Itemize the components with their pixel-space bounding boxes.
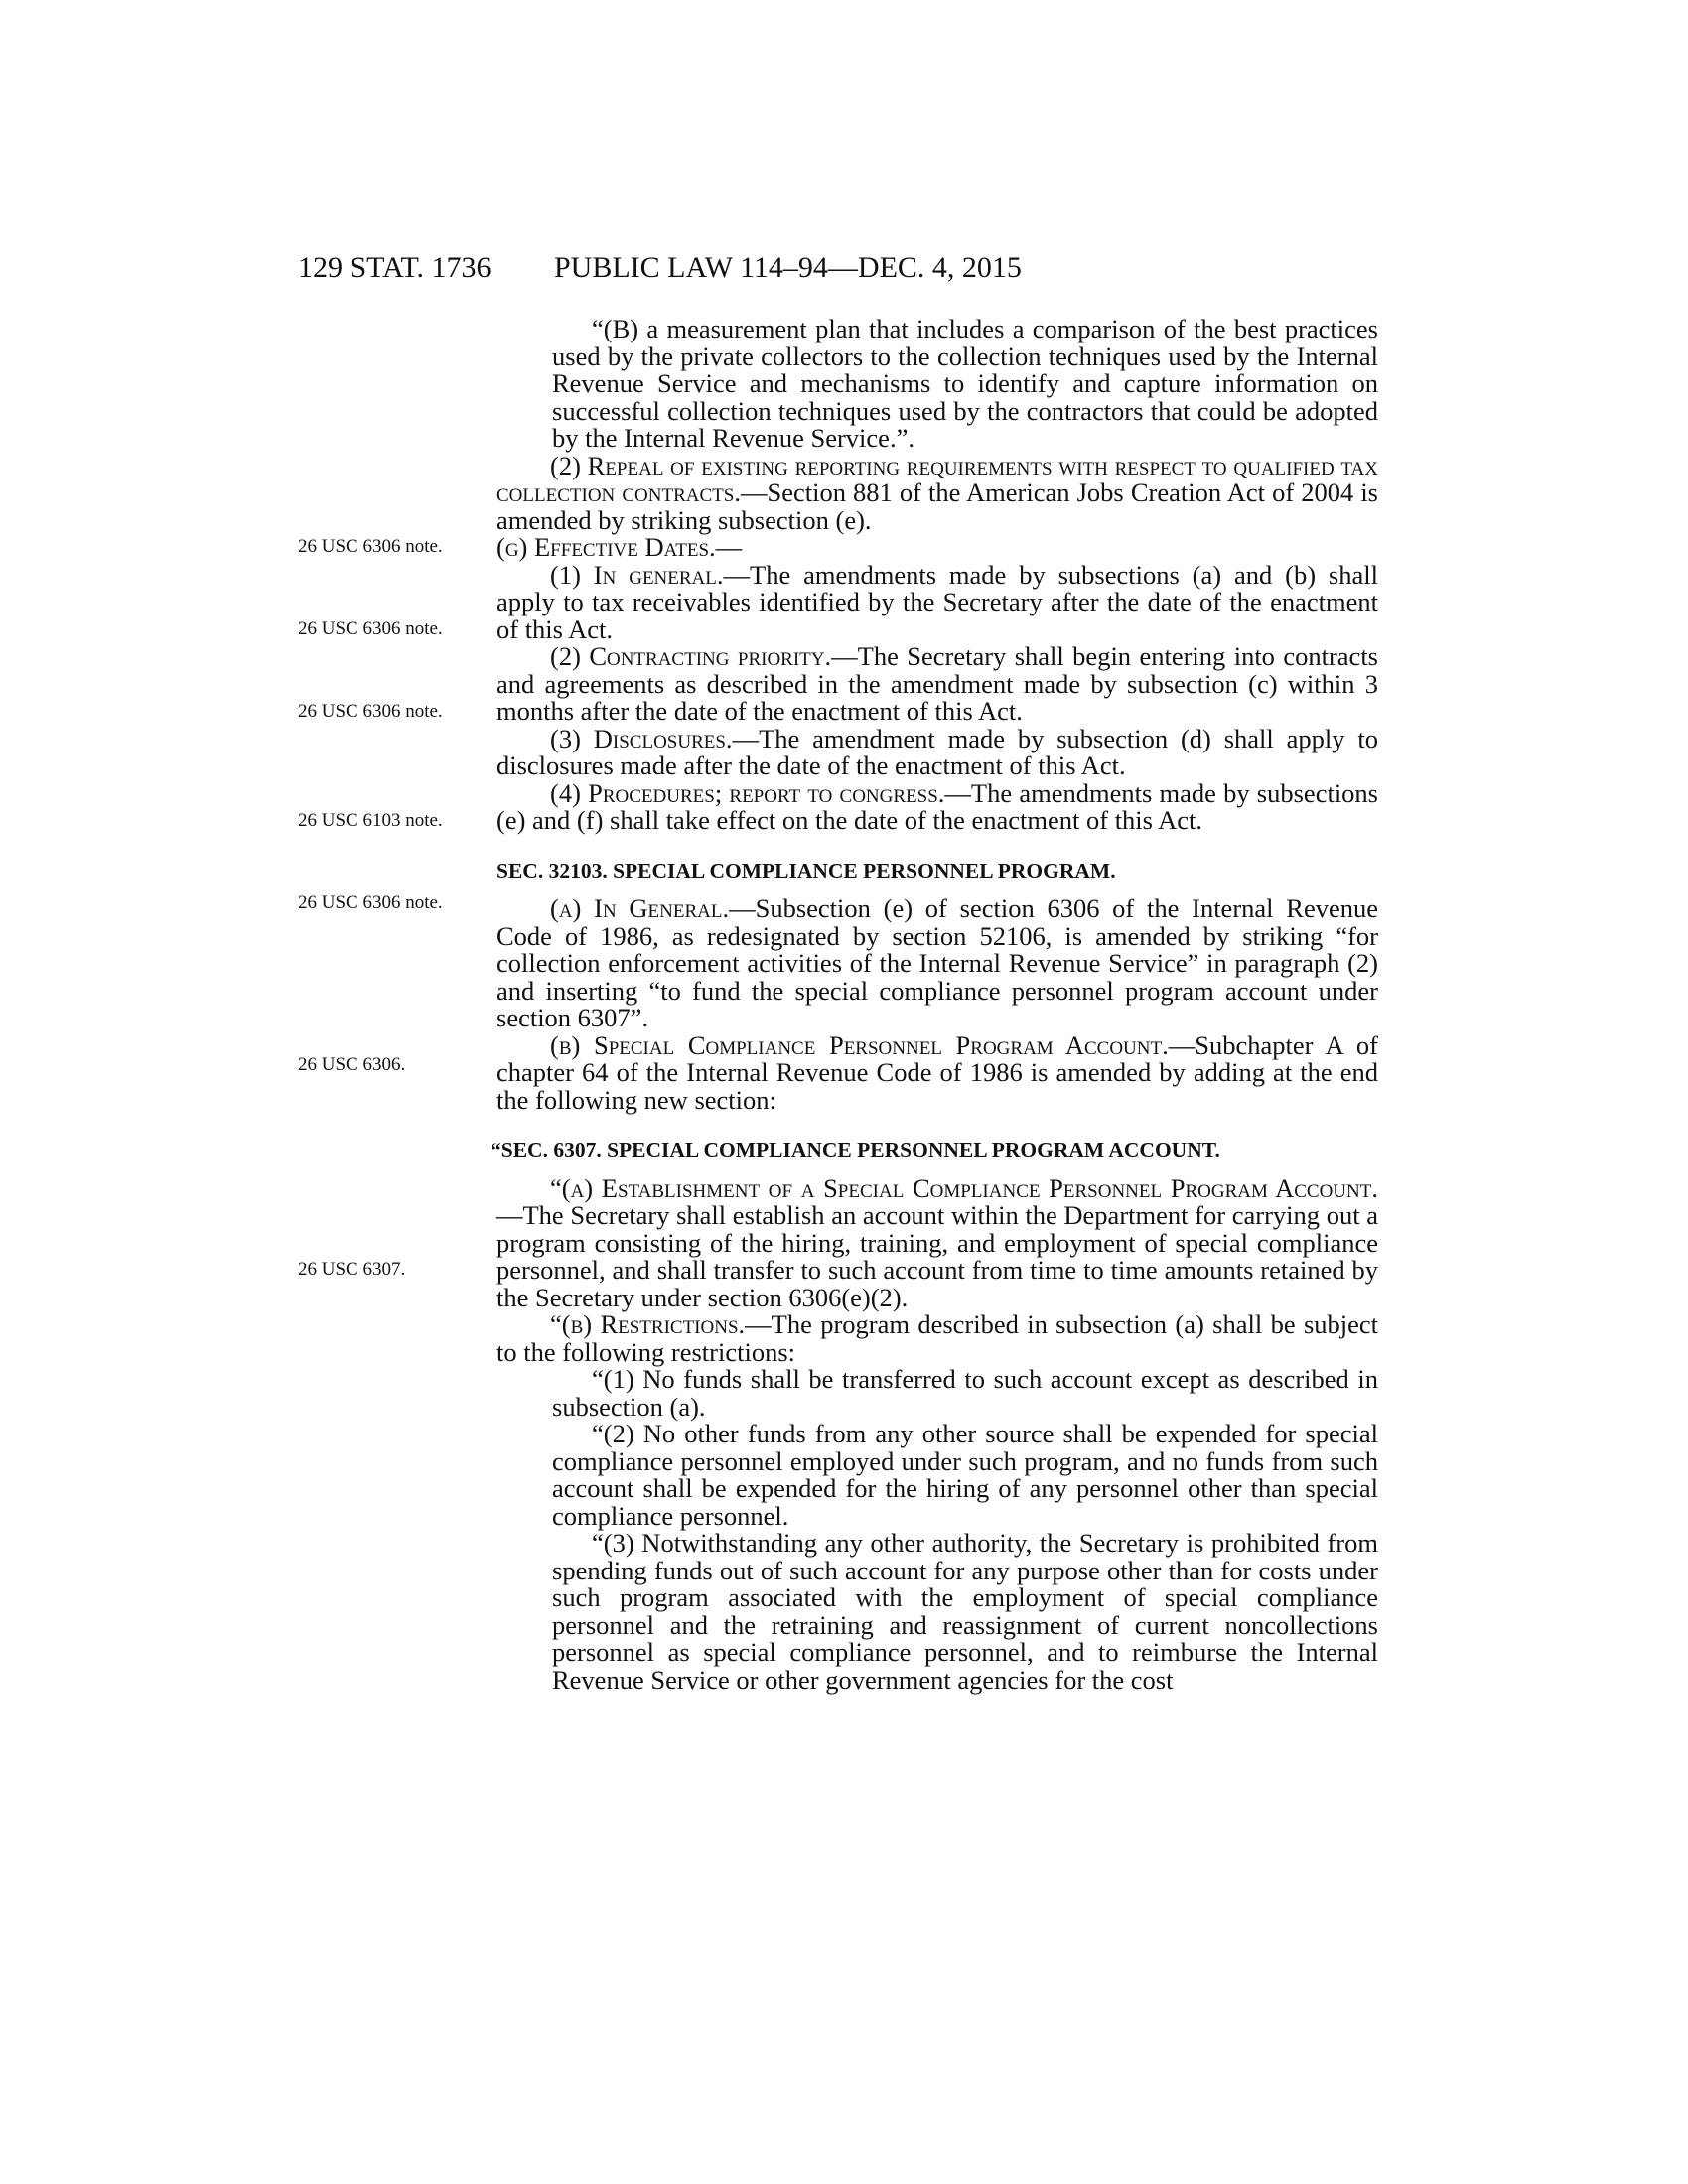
paragraph-heading: (1) In general. — [550, 559, 724, 590]
subsection-heading: (a) In General. — [550, 893, 730, 923]
subsection-heading: “(b) Restrictions. — [550, 1309, 746, 1339]
paragraph-text: —Section 881 of the American Jobs Creation Act of 2004 is amended by striking subsection (e). — [496, 478, 1378, 535]
running-header: PUBLIC LAW 114–94—DEC. 4, 2015 — [554, 251, 1022, 284]
section-heading: “SEC. 6307. SPECIAL COMPLIANCE PERSONNEL PROGRAM ACCOUNT. — [491, 1138, 1220, 1161]
quoted-subsection-a — [496, 1172, 1378, 1312]
section-heading: SEC. 32103. SPECIAL COMPLIANCE PERSONNEL PROGRAM. — [496, 858, 1116, 883]
paragraph-g2 — [496, 643, 1378, 726]
subsection-heading: (b) Special Compliance Personnel Program Account. — [550, 1029, 1169, 1060]
paragraph-text: —The amendments made by subsections (e) and (f) shall take effect on the date of the enactment of this Act. — [496, 777, 1378, 835]
paragraph-heading: (2) Contracting priority. — [550, 641, 832, 671]
subsection-text: —The Secretary shall establish an account within the Department for carrying out a program consisting of the hiring, training, and employment of special compliance personnel, and shall transfer to such account from time to time amounts retained by the Secretary under section 6306(e)(2). — [496, 1200, 1378, 1312]
paragraph-g4 — [496, 777, 1378, 835]
subsection-heading: (g) Effective Dates. — [496, 532, 716, 562]
margin-note: 26 USC 6306 note. — [298, 618, 443, 639]
paragraph-text: —The Secretary shall begin entering into contracts and agreements as described in the amendment made by subsection (c) within 3 months after the date of the enactment of this Act. — [496, 641, 1378, 726]
margin-note: 26 USC 6306. — [298, 1054, 406, 1075]
margin-note: 26 USC 6307. — [298, 1259, 406, 1280]
paragraph-text: —The amendments made by subsections (a) and (b) shall apply to tax receivables identified by the Secretary after the date of the enactment of this Act. — [496, 559, 1378, 644]
quoted-paragraph-2: “(2) No other funds from any other source shall be expended for special compliance personnel employed under such program, and no funds from such account shall be expended for the hiring of any personnel other than special compliance personnel. — [552, 1419, 1378, 1531]
quoted-paragraph-1: “(1) No funds shall be transferred to such account except as described in subsection (a). — [552, 1364, 1378, 1422]
subsection-heading: “(a) Establishment of a Special Compliance Personnel Program Account. — [550, 1172, 1378, 1203]
subsection-b — [496, 1029, 1379, 1115]
subsection-text: — — [715, 532, 743, 562]
quoted-paragraph-3: “(3) Notwithstanding any other authority, the Secretary is prohibited from spending funds out of such account for any purpose other than for costs under such program associated with the employment of special compliance personnel and the retraining and reassignment of current noncollections personnel as special compliance personnel, and to reimburse the Internal Revenue Service or other government agencies for the cost — [552, 1528, 1378, 1695]
paragraph-heading: (2) Repeal of existing reporting requirements with respect to qualified tax collection contracts. — [496, 450, 1378, 507]
paragraph-2 — [496, 450, 1378, 535]
paragraph-heading: (4) Procedures; report to congress. — [550, 777, 945, 808]
paragraph-g3 — [496, 723, 1378, 780]
page-stat-number: 129 STAT. 1736 — [298, 251, 492, 284]
margin-note: 26 USC 6306 note. — [298, 892, 443, 913]
paragraph-g1 — [496, 559, 1378, 644]
subsection-a — [496, 895, 1378, 1032]
paragraph-text: —The amendment made by subsection (d) shall apply to disclosures made after the date of the enactment of this Act. — [496, 723, 1378, 780]
subsection-text: —Subchapter A of chapter 64 of the Internal Revenue Code of 1986 is amended by adding at the end the following new section: — [496, 1029, 1379, 1115]
document-body — [491, 314, 1379, 1695]
quoted-subsection-b — [496, 1311, 1378, 1366]
margin-note: 26 USC 6306 note. — [298, 701, 443, 722]
subsection-g — [496, 534, 1378, 562]
quoted-paragraph-b: “(B) a measurement plan that includes a comparison of the best practices used by the private collectors to the collection techniques used by the Internal Revenue Service and mechanisms to identify and capture information on successful collection techniques used by the contractors that could be adopted by the Internal Revenue Service.”. — [552, 314, 1378, 453]
subsection-text: —The program described in subsection (a) shall be subject to the following restrictions: — [496, 1309, 1379, 1367]
margin-note: 26 USC 6306 note. — [298, 536, 443, 557]
subsection-text: —Subsection (e) of section 6306 of the Internal Revenue Code of 1986, as redesignated by section 52106, is amended by striking “for collection enforcement activities of the Internal Revenue Service” in paragraph (2) and inserting “to fund the special compliance personnel program account under section 6307”. — [496, 893, 1378, 1032]
margin-note: 26 USC 6103 note. — [298, 810, 443, 831]
paragraph-heading: (3) Disclosures. — [550, 723, 733, 753]
